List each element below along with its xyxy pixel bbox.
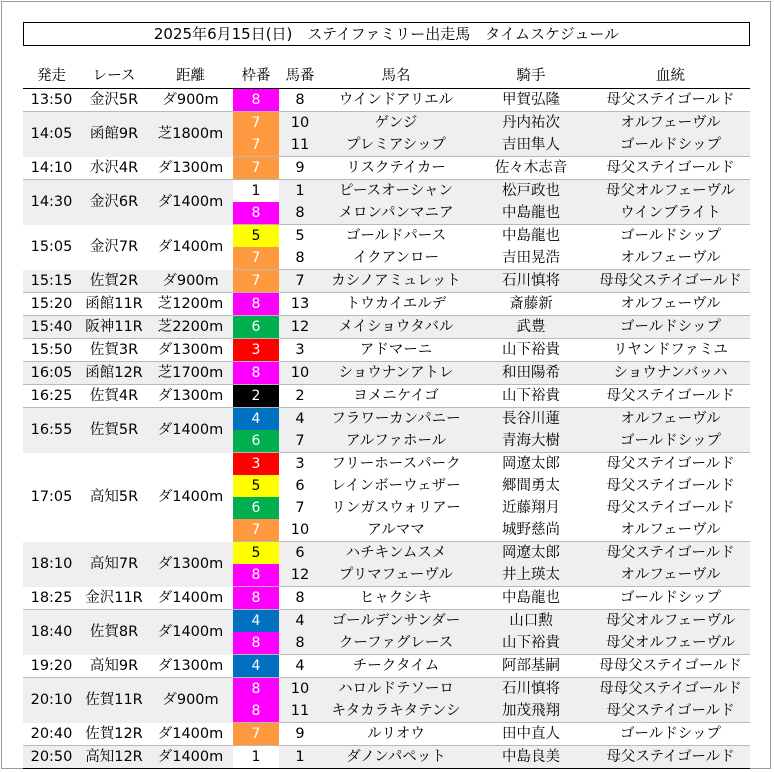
horse-number: 4 (279, 408, 321, 431)
jockey-name: 郷間勇太 (502, 478, 560, 494)
bloodline: リヤンドファミユ (591, 339, 750, 362)
bloodline: ショウナンバッハ (591, 362, 750, 385)
race-distance: ダ1400m (148, 610, 233, 655)
race-time: 16:05 (23, 362, 80, 385)
header-waku: 枠番 (233, 64, 279, 89)
race-name: 阪神11R (80, 316, 148, 339)
race-distance: 芝1700m (148, 362, 233, 385)
table-row (23, 587, 750, 610)
horse-number: 8 (279, 587, 321, 610)
race-distance: ダ900m (148, 678, 233, 723)
jockey-name: 長谷川蓮 (471, 408, 591, 431)
horse-name: カシノアミュレット (321, 270, 471, 293)
race-name: 佐賀3R (80, 339, 148, 362)
race-time: 14:30 (23, 180, 80, 225)
bloodline: 母父ステイゴールド (591, 89, 750, 112)
race-name: 佐賀5R (80, 408, 148, 453)
table-row (23, 746, 750, 769)
bloodline: 母父ステイゴールド (591, 542, 750, 565)
horse-name: リンガスウォリアー (331, 500, 461, 516)
table-row (23, 316, 750, 339)
race-distance: 芝2200m (148, 316, 233, 339)
horse-name: チークタイム (321, 655, 471, 678)
horse-number: 8 (279, 247, 321, 270)
race-name: 高知12R (80, 746, 148, 769)
waku-badge: 7 (233, 134, 279, 157)
jockey-name: 丹内祐次 (471, 112, 591, 135)
race-time: 14:05 (23, 112, 80, 157)
horse-name: トウカイエルデ (321, 293, 471, 316)
horse-number: 6 (279, 542, 321, 565)
jockey-name: 加茂飛翔 (471, 700, 591, 723)
table-row (23, 180, 750, 203)
horse-number: 1 (279, 180, 321, 203)
horse-number: 1 (279, 746, 321, 769)
horse-name: ピースオーシャン (321, 180, 471, 203)
race-distance: ダ1400m (148, 723, 233, 746)
header-distance: 距離 (148, 64, 233, 89)
jockey-name: 近藤翔月 (502, 500, 560, 516)
bloodline: 母父ステイゴールド (606, 500, 735, 516)
table-row (23, 157, 750, 180)
waku-badge: 6 (233, 497, 279, 519)
waku-badge: 3 (233, 339, 279, 362)
waku-badge: 8 (233, 362, 279, 385)
race-distance: ダ1400m (148, 408, 233, 453)
horse-number: 11 (279, 700, 321, 723)
race-time: 15:40 (23, 316, 80, 339)
race-distance: 芝1800m (148, 112, 233, 157)
horse-number: 9 (279, 157, 321, 180)
race-time: 15:20 (23, 293, 80, 316)
race-time: 15:15 (23, 270, 80, 293)
table-row (23, 385, 750, 408)
race-time: 18:40 (23, 610, 80, 655)
horse-name: ハチキンムスメ (321, 542, 471, 565)
jockey-name: 中島龍也 (502, 228, 560, 244)
race-time: 13:50 (23, 89, 80, 112)
horse-number: 5 (295, 228, 305, 244)
jockey-name: 山下裕貴 (471, 385, 591, 408)
race-distance: ダ1300m (148, 339, 233, 362)
jockey-name: 吉田隼人 (471, 134, 591, 157)
horse-number: 13 (279, 293, 321, 316)
table-row (23, 542, 750, 565)
header-time: 発走 (23, 64, 80, 89)
jockey-name: 斎藤新 (471, 293, 591, 316)
bloodline: 母父オルフェーヴル (591, 180, 750, 203)
horse-name: フリーホースパーク (331, 456, 461, 472)
race-distance: ダ1400m (148, 180, 233, 225)
waku-badge: 7 (233, 723, 279, 746)
horse-name: メロンパンマニア (321, 202, 471, 225)
race-name: 佐賀12R (80, 723, 148, 746)
horse-number: 10 (279, 362, 321, 385)
table-row (23, 678, 750, 701)
bloodline: 母母父ステイゴールド (591, 655, 750, 678)
race-time: 19:20 (23, 655, 80, 678)
table-row (23, 270, 750, 293)
bloodline: オルフェーヴル (591, 247, 750, 270)
waku-badge: 7 (233, 270, 279, 293)
waku-badge: 6 (233, 316, 279, 339)
bloodline: 母父ステイゴールド (591, 700, 750, 723)
horse-name: ヒャクシキ (321, 587, 471, 610)
horse-number: 8 (279, 632, 321, 655)
waku-badge: 5 (233, 475, 279, 497)
waku-badge: 3 (233, 453, 279, 476)
bloodline: ウインブライト (591, 202, 750, 225)
bloodline: 母母父ステイゴールド (591, 270, 750, 293)
header-jockey: 騎手 (471, 64, 591, 89)
waku-badge: 7 (233, 519, 279, 542)
horse-name: アルファホール (321, 430, 471, 453)
table-row (23, 408, 750, 431)
horse-name: レインボーウェザー (331, 478, 461, 494)
table-row (23, 225, 750, 248)
jockey-name: 甲賀弘隆 (471, 89, 591, 112)
race-distance: ダ1400m (148, 746, 233, 769)
table-row (23, 362, 750, 385)
header-horse-number: 馬番 (279, 64, 321, 89)
bloodline: オルフェーヴル (591, 112, 750, 135)
horse-number: 12 (279, 316, 321, 339)
bloodline: 母母父ステイゴールド (591, 678, 750, 701)
horse-number: 6 (295, 478, 305, 494)
horse-number: 7 (295, 500, 305, 516)
horse-number: 11 (279, 134, 321, 157)
horse-number: 8 (279, 202, 321, 225)
header-row (23, 64, 750, 89)
horse-name: ゲンジ (321, 112, 471, 135)
jockey-name: 松戸政也 (471, 180, 591, 203)
table-row (23, 339, 750, 362)
race-name: 佐賀2R (80, 270, 148, 293)
race-distance: ダ900m (148, 270, 233, 293)
table-row (23, 723, 750, 746)
jockey-name: 岡遼太郎 (471, 542, 591, 565)
waku-badge: 7 (233, 157, 279, 180)
waku-badge: 1 (233, 180, 279, 203)
horse-number: 4 (279, 655, 321, 678)
race-name: 金沢11R (80, 587, 148, 610)
waku-badge: 5 (233, 542, 279, 565)
bloodline: オルフェーヴル (591, 293, 750, 316)
table-row (23, 453, 750, 476)
bloodline: ゴールドシップ (591, 134, 750, 157)
horse-name: ダノンパペット (321, 746, 471, 769)
horse-number: 12 (279, 564, 321, 587)
bloodline: 母父オルフェーヴル (591, 632, 750, 655)
race-name: 金沢5R (80, 89, 148, 112)
horse-name: ウインドアリエル (321, 89, 471, 112)
horse-number: 7 (279, 430, 321, 453)
table-row (23, 655, 750, 678)
jockey-name: 岡遼太郎 (502, 456, 560, 472)
jockey-name: 山下裕貴 (471, 632, 591, 655)
race-distance: ダ1300m (148, 157, 233, 180)
waku-badge: 8 (233, 632, 279, 655)
horse-name: リスクテイカー (321, 157, 471, 180)
bloodline: ゴールドシップ (620, 228, 721, 244)
waku-badge: 4 (233, 408, 279, 431)
horse-name: フラワーカンパニー (321, 408, 471, 431)
race-time: 20:50 (23, 746, 80, 769)
horse-number: 3 (279, 339, 321, 362)
waku-badge: 8 (233, 587, 279, 610)
bloodline: ゴールドシップ (591, 587, 750, 610)
race-time: 20:10 (23, 678, 80, 723)
header-horse-name: 馬名 (321, 64, 471, 89)
header-race: レース (80, 64, 148, 89)
horse-name: キタカラキタテンシ (321, 700, 471, 723)
race-name: 函館12R (80, 362, 148, 385)
horse-name: プリマフェーヴル (321, 564, 471, 587)
race-distance: ダ1400m (157, 489, 224, 505)
jockey-name: 石川慎将 (471, 270, 591, 293)
race-time: 18:10 (23, 542, 80, 587)
horse-name: イクアンロー (321, 247, 471, 270)
table-row (23, 610, 750, 633)
horse-name: アドマーニ (321, 339, 471, 362)
jockey-name: 石川慎将 (471, 678, 591, 701)
schedule-body (23, 89, 750, 769)
race-name: 高知5R (89, 489, 139, 505)
race-time: 17:05 (30, 489, 73, 505)
bloodline: オルフェーヴル (591, 519, 750, 542)
race-name: 佐賀8R (80, 610, 148, 655)
waku-badge: 8 (233, 89, 279, 112)
horse-name: クーファグレース (321, 632, 471, 655)
race-distance: ダ1300m (148, 385, 233, 408)
waku-badge: 8 (233, 678, 279, 701)
horse-number: 10 (279, 519, 321, 542)
race-name: 函館11R (80, 293, 148, 316)
race-name: 金沢6R (80, 180, 148, 225)
jockey-name: 武豊 (471, 316, 591, 339)
race-distance: ダ1300m (148, 655, 233, 678)
bloodline: ゴールドシップ (591, 316, 750, 339)
jockey-name: 和田陽希 (471, 362, 591, 385)
race-distance: ダ1400m (157, 239, 224, 255)
waku-badge: 8 (233, 700, 279, 723)
bloodline: ゴールドシップ (591, 430, 750, 453)
race-time: 16:55 (23, 408, 80, 453)
horse-name: ルリオウ (321, 723, 471, 746)
table-row (23, 89, 750, 112)
jockey-name: 井上瑛太 (471, 564, 591, 587)
race-time: 15:05 (30, 239, 73, 255)
race-time: 16:25 (23, 385, 80, 408)
race-distance: ダ1300m (148, 542, 233, 587)
horse-name: ヨメニケイゴ (321, 385, 471, 408)
race-time: 20:40 (23, 723, 80, 746)
waku-badge: 4 (233, 610, 279, 633)
horse-name: ハロルドテソーロ (321, 678, 471, 701)
race-distance: ダ900m (148, 89, 233, 112)
jockey-name: 中島龍也 (471, 587, 591, 610)
horse-name: メイショウタバル (321, 316, 471, 339)
horse-number: 3 (295, 456, 305, 472)
horse-number: 10 (279, 678, 321, 701)
horse-name: プレミアシップ (321, 134, 471, 157)
jockey-name: 中島良美 (471, 746, 591, 769)
bloodline: 母父ステイゴールド (591, 385, 750, 408)
horse-name: アルママ (321, 519, 471, 542)
race-time: 14:10 (23, 157, 80, 180)
jockey-name: 青海大樹 (471, 430, 591, 453)
jockey-name: 城野慈尚 (471, 519, 591, 542)
table-row (23, 293, 750, 316)
waku-badge: 2 (233, 385, 279, 408)
jockey-name: 阿部基嗣 (471, 655, 591, 678)
bloodline: 母父ステイゴールド (591, 157, 750, 180)
race-time: 15:50 (23, 339, 80, 362)
waku-badge: 8 (233, 564, 279, 587)
horse-number: 4 (279, 610, 321, 633)
jockey-name: 田中直人 (471, 723, 591, 746)
bloodline: 母父ステイゴールド (606, 456, 735, 472)
bloodline: オルフェーヴル (591, 408, 750, 431)
waku-badge: 1 (233, 746, 279, 769)
jockey-name: 吉田晃浩 (471, 247, 591, 270)
horse-number: 7 (279, 270, 321, 293)
waku-badge: 7 (233, 112, 279, 135)
schedule-table (23, 64, 750, 769)
jockey-name: 山下裕貴 (471, 339, 591, 362)
race-name: 高知7R (80, 542, 148, 587)
race-time: 18:25 (23, 587, 80, 610)
race-name: 金沢7R (89, 239, 139, 255)
race-name: 高知9R (80, 655, 148, 678)
race-name: 佐賀11R (80, 678, 148, 723)
jockey-name: 中島龍也 (471, 202, 591, 225)
waku-badge: 8 (233, 202, 279, 225)
bloodline: 母父オルフェーヴル (591, 610, 750, 633)
table-row (23, 112, 750, 135)
waku-badge: 8 (233, 293, 279, 316)
race-name: 水沢4R (80, 157, 148, 180)
waku-badge: 7 (233, 247, 279, 270)
header-bloodline: 血統 (591, 64, 750, 89)
page-title: 2025年6月15日(日) ステイファミリー出走馬 タイムスケジュール (23, 22, 750, 46)
race-distance: ダ1400m (148, 587, 233, 610)
race-name: 函館9R (80, 112, 148, 157)
jockey-name: 山口勲 (471, 610, 591, 633)
bloodline: オルフェーヴル (591, 564, 750, 587)
waku-badge: 4 (233, 655, 279, 678)
horse-number: 9 (279, 723, 321, 746)
waku-badge: 5 (233, 225, 279, 248)
horse-name: ゴールドパース (345, 228, 447, 244)
horse-number: 2 (279, 385, 321, 408)
horse-name: ショウナンアトレ (321, 362, 471, 385)
bloodline: ゴールドシップ (591, 723, 750, 746)
race-distance: 芝1200m (148, 293, 233, 316)
waku-badge: 6 (233, 430, 279, 453)
horse-number: 10 (279, 112, 321, 135)
horse-number: 8 (279, 89, 321, 112)
bloodline: 母父ステイゴールド (591, 746, 750, 769)
horse-name: ゴールデンサンダー (321, 610, 471, 633)
bloodline: 母父ステイゴールド (606, 478, 735, 494)
jockey-name: 佐々木志音 (471, 157, 591, 180)
race-name: 佐賀4R (80, 385, 148, 408)
